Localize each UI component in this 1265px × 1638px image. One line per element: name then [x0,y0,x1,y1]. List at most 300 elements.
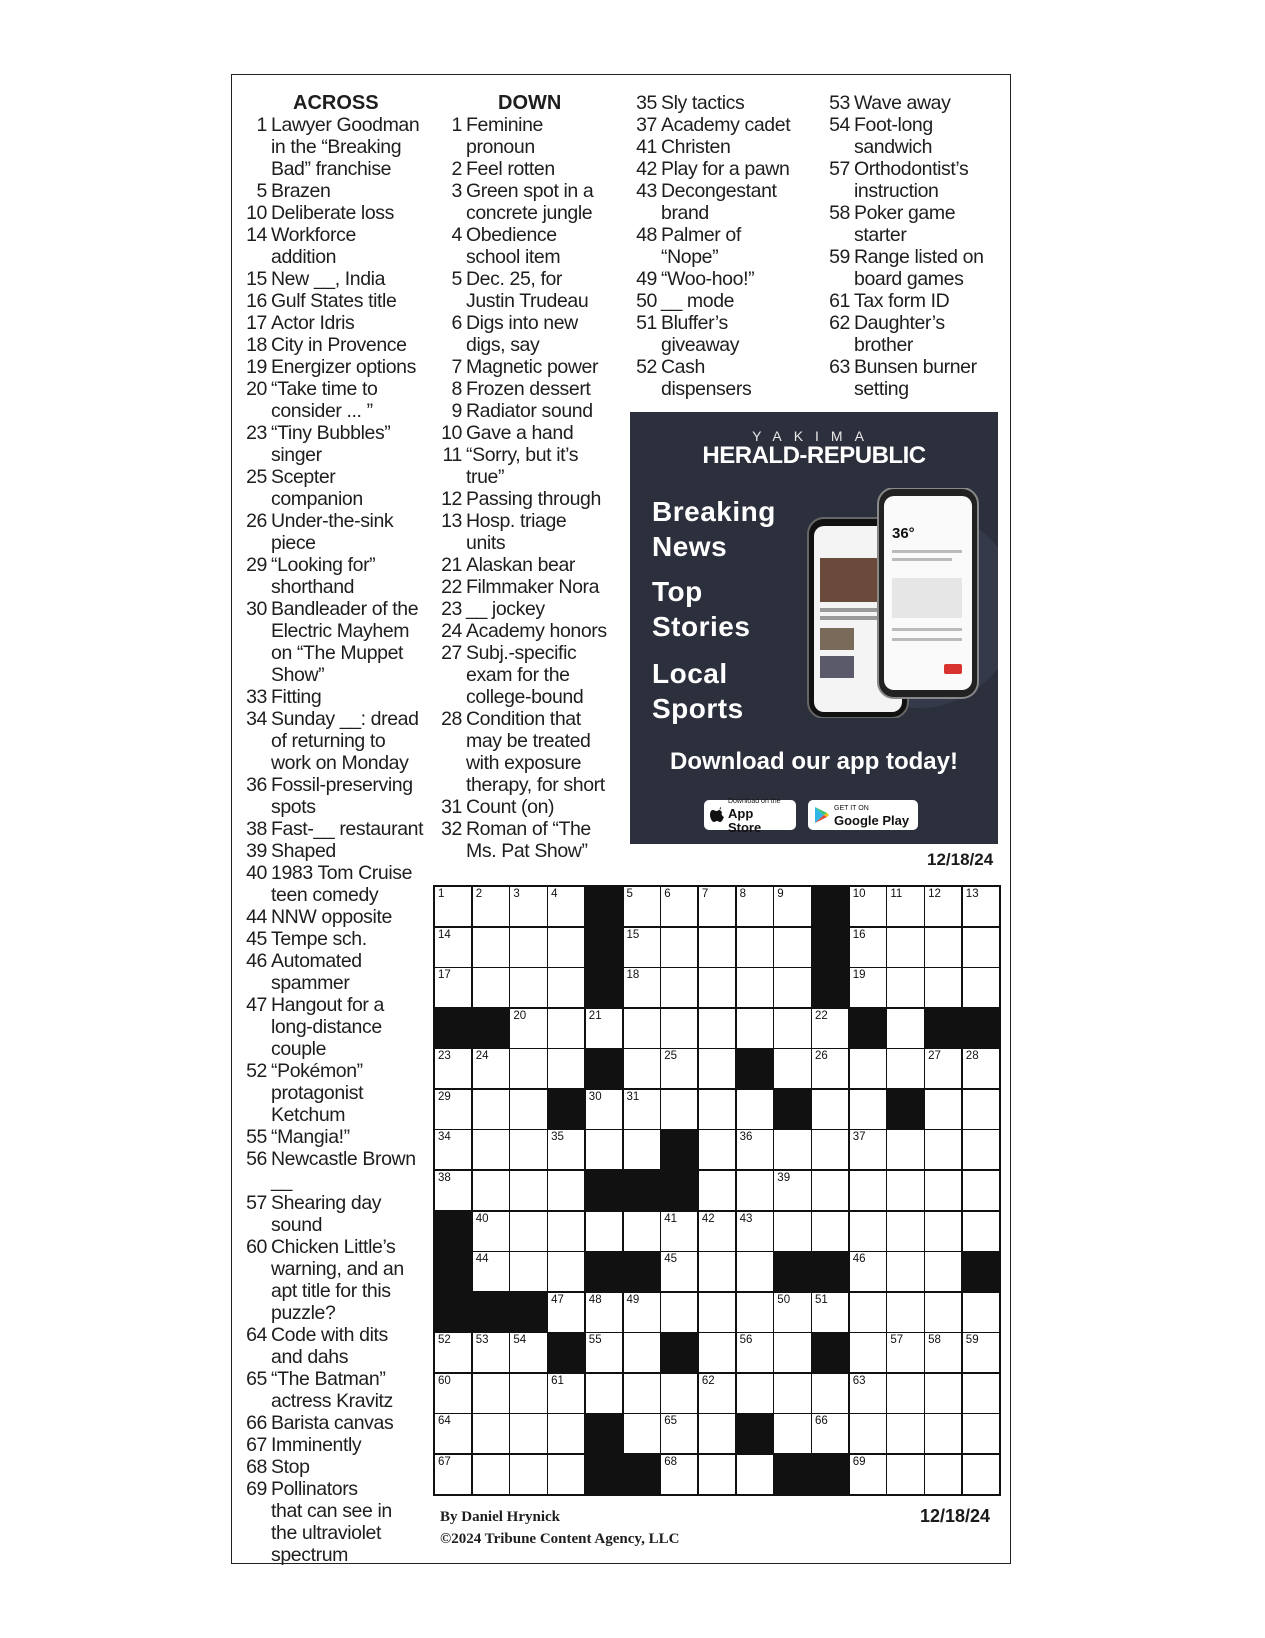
grid-cell[interactable] [850,968,886,1007]
clue-text-line: __ jockey [466,598,545,620]
clue-item [438,642,618,708]
clue-text-line: Actor Idris [271,312,355,334]
cell-number: 15 [626,928,640,941]
grid-cell[interactable] [887,968,923,1007]
clue-item [633,180,823,224]
grid-cell[interactable] [850,1333,886,1372]
clue-item [243,686,428,708]
grid-cell[interactable] [963,1090,999,1129]
clue-text-line: “Pokémon” [271,1060,363,1082]
clue-item [243,114,428,180]
clue-text-line: Newcastle Brown [271,1148,416,1170]
grid-cell[interactable] [774,1049,810,1088]
grid-cell[interactable] [850,1293,886,1332]
google-play-button[interactable] [808,800,918,830]
grid-cell[interactable] [473,928,509,967]
grid-cell[interactable] [473,1374,509,1413]
grid-cell[interactable] [473,1333,509,1372]
grid-cell[interactable] [850,1414,886,1453]
grid-cell[interactable] [774,887,810,926]
clue-number: 22 [441,576,462,598]
grid-cell[interactable] [963,1414,999,1453]
grid-cell[interactable] [661,1090,697,1129]
ad-headline-line: News [652,531,728,562]
grid-cell[interactable] [548,1009,584,1048]
grid-cell[interactable] [812,1374,848,1413]
phone-text-line [892,628,962,631]
app-store-button[interactable] [704,797,796,835]
clue-text-line: Justin Trudeau [466,290,589,312]
cell-number: 6 [664,888,671,900]
grid-cell[interactable] [887,1130,923,1169]
grid-block [925,1009,961,1048]
clue-text-line: concrete jungle [466,202,593,224]
grid-cell[interactable] [925,1333,961,1372]
grid-cell[interactable] [737,1333,773,1372]
grid-cell[interactable] [774,1374,810,1413]
grid-cell[interactable] [737,1374,773,1413]
grid-cell[interactable] [737,1130,773,1169]
grid-cell[interactable] [774,968,810,1007]
grid-cell[interactable] [887,1009,923,1048]
grid-cell[interactable] [548,887,584,926]
clue-item [826,356,1006,400]
crossword-cells [435,887,999,1494]
grid-cell[interactable] [774,1293,810,1332]
grid-cell[interactable] [473,1414,509,1453]
clue-number: 32 [441,818,462,840]
grid-cell[interactable] [473,1212,509,1251]
grid-cell[interactable] [963,928,999,967]
grid-cell[interactable] [963,1049,999,1088]
grid-cell[interactable] [887,1252,923,1291]
clue-number: 38 [246,818,267,840]
grid-cell[interactable] [887,1171,923,1210]
grid-block [586,968,622,1007]
grid-cell[interactable] [661,1374,697,1413]
grid-cell[interactable] [661,887,697,926]
grid-cell[interactable] [548,1414,584,1453]
clue-number: 52 [636,356,657,378]
grid-cell[interactable] [699,1374,735,1413]
grid-cell[interactable] [435,1130,471,1169]
cell-number: 13 [965,888,979,900]
phone-text-line [892,550,962,553]
clue-text-line: “Looking for” [271,554,376,576]
grid-cell[interactable] [548,1293,584,1332]
grid-cell[interactable] [661,1252,697,1291]
grid-cell[interactable] [699,1252,735,1291]
grid-cell[interactable] [624,1333,660,1372]
grid-cell[interactable] [925,1414,961,1453]
grid-cell[interactable] [548,1455,584,1494]
grid-cell[interactable] [473,1252,509,1291]
grid-cell[interactable] [850,928,886,967]
grid-cell[interactable] [699,1049,735,1088]
grid-cell[interactable] [887,1049,923,1088]
grid-cell[interactable] [737,1293,773,1332]
cell-number: 47 [551,1293,564,1306]
grid-cell[interactable] [548,1374,584,1413]
grid-cell[interactable] [925,1171,961,1210]
grid-cell[interactable] [774,1171,810,1210]
grid-cell[interactable] [661,1049,697,1088]
grid-cell[interactable] [624,1049,660,1088]
clue-number: 30 [246,598,267,620]
grid-cell[interactable] [887,1455,923,1494]
clue-text-line: Frozen dessert [466,378,591,400]
grid-cell[interactable] [850,1130,886,1169]
clue-text-line: Hangout for a [271,994,384,1016]
clue-text-line: exam for the [466,664,570,686]
clue-item [243,1126,428,1148]
grid-cell[interactable] [624,1293,660,1332]
grid-cell[interactable] [887,1212,923,1251]
grid-cell[interactable] [624,1414,660,1453]
grid-cell[interactable] [774,1414,810,1453]
grid-cell[interactable] [925,1049,961,1088]
grid-cell[interactable] [473,1049,509,1088]
grid-cell[interactable] [473,887,509,926]
grid-cell[interactable] [624,1009,660,1048]
clue-item [438,444,618,488]
grid-cell[interactable] [850,1171,886,1210]
clue-text-line: Subj.-specific [466,642,577,664]
cell-number: 19 [852,969,866,982]
grid-cell[interactable] [963,1171,999,1210]
grid-cell[interactable] [963,887,999,926]
google-play-small-text: GET IT ON [834,804,869,812]
grid-cell[interactable] [737,1252,773,1291]
clue-text-line: Shearing day [271,1192,382,1214]
grid-cell[interactable] [812,1009,848,1048]
clue-text-line: Workforce [271,224,356,246]
clue-text-line: Poker game [854,202,956,224]
grid-cell[interactable] [850,1090,886,1129]
clue-text-line: Energizer options [271,356,416,378]
clue-item [243,928,428,950]
clue-text-line: college-bound [466,686,584,708]
phone-forecast-table [892,578,962,618]
grid-cell[interactable] [548,1049,584,1088]
clue-text-line: Radiator sound [466,400,593,422]
grid-cell[interactable] [624,887,660,926]
clue-text-line: couple [271,1038,327,1060]
grid-cell[interactable] [887,1293,923,1332]
grid-cell[interactable] [510,1333,546,1372]
clue-number: 19 [246,356,267,378]
grid-cell[interactable] [548,1171,584,1210]
grid-cell[interactable] [699,928,735,967]
grid-cell[interactable] [925,1455,961,1494]
clue-text-line: school item [466,246,561,268]
grid-cell[interactable] [435,1455,471,1494]
grid-block [850,1009,886,1048]
clue-text-line: instruction [854,180,939,202]
clue-number: 3 [451,180,462,202]
clue-item [438,818,618,862]
grid-cell[interactable] [624,1212,660,1251]
grid-cell[interactable] [925,1252,961,1291]
grid-cell[interactable] [737,1171,773,1210]
clue-text-line: Fitting [271,686,322,708]
grid-cell[interactable] [624,928,660,967]
grid-cell[interactable] [435,968,471,1007]
grid-cell[interactable] [699,1414,735,1453]
grid-cell[interactable] [699,887,735,926]
clue-item [438,510,618,554]
phone-text-line [820,616,880,620]
clue-number: 45 [246,928,267,950]
clue-item [826,290,1006,312]
grid-cell[interactable] [510,928,546,967]
clue-number: 46 [246,950,267,972]
grid-cell[interactable] [737,887,773,926]
grid-cell[interactable] [699,1455,735,1494]
grid-cell[interactable] [925,1130,961,1169]
grid-cell[interactable] [925,887,961,926]
grid-cell[interactable] [812,1171,848,1210]
grid-cell[interactable] [925,928,961,967]
grid-cell[interactable] [699,1293,735,1332]
grid-cell[interactable] [812,1049,848,1088]
grid-cell[interactable] [850,1455,886,1494]
grid-cell[interactable] [624,1090,660,1129]
grid-cell[interactable] [850,1374,886,1413]
clue-item [243,840,428,862]
grid-cell[interactable] [473,1171,509,1210]
grid-cell[interactable] [925,1090,961,1129]
grid-cell[interactable] [435,1414,471,1453]
grid-cell[interactable] [661,1414,697,1453]
clue-item [438,400,618,422]
grid-cell[interactable] [548,928,584,967]
grid-cell[interactable] [963,1130,999,1169]
grid-cell[interactable] [699,1212,735,1251]
grid-cell[interactable] [887,928,923,967]
grid-cell[interactable] [510,1414,546,1453]
clue-number: 12 [441,488,462,510]
grid-cell[interactable] [812,1212,848,1251]
grid-cell[interactable] [774,1130,810,1169]
clue-number: 51 [636,312,657,334]
grid-cell[interactable] [963,1293,999,1332]
grid-cell[interactable] [548,1252,584,1291]
clue-text-line: Bad” franchise [271,158,392,180]
cell-number: 68 [664,1455,677,1468]
clue-item [243,598,428,686]
clue-item [438,598,618,620]
cell-number: 61 [551,1374,564,1387]
cell-number: 62 [701,1374,715,1387]
grid-cell[interactable] [737,1009,773,1048]
grid-cell[interactable] [699,1333,735,1372]
phone-temperature: 36° [892,525,915,542]
author-credit: By Daniel Hrynick [440,1509,561,1525]
clue-text-line: Sly tactics [661,92,745,114]
grid-cell[interactable] [887,1374,923,1413]
grid-cell[interactable] [812,1130,848,1169]
grid-cell[interactable] [774,1009,810,1048]
clue-number: 55 [246,1126,267,1148]
grid-cell[interactable] [850,1212,886,1251]
grid-cell[interactable] [473,1130,509,1169]
clue-number: 68 [246,1456,267,1478]
cell-number: 10 [852,888,866,900]
grid-cell[interactable] [812,1090,848,1129]
grid-cell[interactable] [435,1090,471,1129]
grid-cell[interactable] [699,968,735,1007]
clue-text-line: Daughter’s [854,312,945,334]
grid-cell[interactable] [963,968,999,1007]
grid-cell[interactable] [963,1212,999,1251]
grid-cell[interactable] [737,1212,773,1251]
grid-cell[interactable] [661,968,697,1007]
grid-cell[interactable] [774,1212,810,1251]
grid-cell[interactable] [435,887,471,926]
cell-number: 28 [965,1050,979,1063]
app-store-label: App Store [727,805,762,835]
grid-cell[interactable] [661,1009,697,1048]
grid-cell[interactable] [586,1333,622,1372]
grid-cell[interactable] [850,1252,886,1291]
grid-cell[interactable] [737,1090,773,1129]
grid-cell[interactable] [699,1009,735,1048]
grid-cell[interactable] [925,1293,961,1332]
grid-cell[interactable] [586,1293,622,1332]
clue-number: 31 [441,796,462,818]
grid-cell[interactable] [812,1414,848,1453]
clue-number: 47 [246,994,267,1016]
grid-cell[interactable] [699,1171,735,1210]
grid-cell[interactable] [661,1293,697,1332]
clue-text-line: “Tiny Bubbles” [271,422,391,444]
grid-cell[interactable] [548,968,584,1007]
clue-item [633,356,823,400]
grid-cell[interactable] [510,1090,546,1129]
byline [440,1506,679,1550]
clue-text-line: consider ... ” [271,400,373,422]
grid-cell[interactable] [925,1374,961,1413]
clue-item [243,224,428,268]
cell-number: 5 [626,888,633,900]
grid-cell[interactable] [510,1252,546,1291]
grid-cell[interactable] [586,1212,622,1251]
grid-cell[interactable] [774,1333,810,1372]
grid-cell[interactable] [435,1374,471,1413]
clue-number: 43 [636,180,657,202]
clue-item [633,268,823,290]
grid-cell[interactable] [510,1212,546,1251]
clue-item [243,554,428,598]
grid-cell[interactable] [850,887,886,926]
grid-cell[interactable] [737,928,773,967]
clue-item [243,202,428,224]
grid-block [774,1455,810,1494]
grid-cell[interactable] [510,887,546,926]
cell-number: 24 [475,1050,489,1063]
clue-number: 28 [441,708,462,730]
grid-cell[interactable] [887,1333,923,1372]
across-clues-column [243,92,428,1566]
grid-cell[interactable] [624,1374,660,1413]
grid-cell[interactable] [473,968,509,1007]
grid-cell[interactable] [661,1212,697,1251]
grid-block [586,887,622,926]
grid-cell[interactable] [586,1090,622,1129]
down-clues-column-continued [633,92,823,400]
grid-cell[interactable] [510,1009,546,1048]
grid-cell[interactable] [586,1009,622,1048]
clue-number: 34 [246,708,267,730]
grid-cell[interactable] [963,1455,999,1494]
ad-headline-line: Top [652,576,703,607]
grid-cell[interactable] [548,1212,584,1251]
clue-text-line: Under-the-sink [271,510,394,532]
grid-block [774,1252,810,1291]
grid-cell[interactable] [435,928,471,967]
phone-red-button [944,664,962,674]
grid-cell[interactable] [661,928,697,967]
grid-cell[interactable] [737,1455,773,1494]
cell-number: 52 [438,1334,451,1347]
grid-cell[interactable] [812,1293,848,1332]
grid-cell[interactable] [510,968,546,1007]
grid-cell[interactable] [850,1049,886,1088]
grid-cell[interactable] [737,968,773,1007]
clue-number: 52 [246,1060,267,1082]
grid-cell[interactable] [510,1049,546,1088]
grid-cell[interactable] [699,1130,735,1169]
clue-item [438,422,618,444]
herald-republic-app-ad[interactable] [630,412,998,844]
grid-cell[interactable] [925,1212,961,1251]
grid-cell[interactable] [510,1455,546,1494]
cell-number: 7 [701,888,709,900]
grid-cell[interactable] [774,928,810,967]
ad-headline-breaking-news [652,494,776,564]
grid-cell[interactable] [925,968,961,1007]
grid-cell[interactable] [586,1130,622,1169]
grid-cell[interactable] [548,1130,584,1169]
grid-cell[interactable] [887,887,923,926]
grid-cell[interactable] [661,1455,697,1494]
grid-cell[interactable] [435,1171,471,1210]
grid-cell[interactable] [473,1090,509,1129]
clue-text-line: Range listed on [854,246,984,268]
grid-cell[interactable] [699,1090,735,1129]
grid-cell[interactable] [624,1130,660,1169]
clue-text-line: board games [854,268,964,290]
grid-cell[interactable] [473,1455,509,1494]
clue-item [243,466,428,510]
grid-cell[interactable] [510,1171,546,1210]
clue-item [633,92,823,114]
grid-cell[interactable] [510,1374,546,1413]
clue-text-line: giveaway [661,334,740,356]
grid-cell[interactable] [435,1333,471,1372]
grid-cell[interactable] [586,1374,622,1413]
grid-cell[interactable] [887,1414,923,1453]
grid-cell[interactable] [510,1130,546,1169]
grid-cell[interactable] [963,1374,999,1413]
grid-cell[interactable] [435,1049,471,1088]
grid-cell[interactable] [963,1333,999,1372]
clue-item [633,224,823,268]
clue-item [438,224,618,268]
grid-cell[interactable] [624,968,660,1007]
clue-text-line: warning, and an [271,1258,404,1280]
